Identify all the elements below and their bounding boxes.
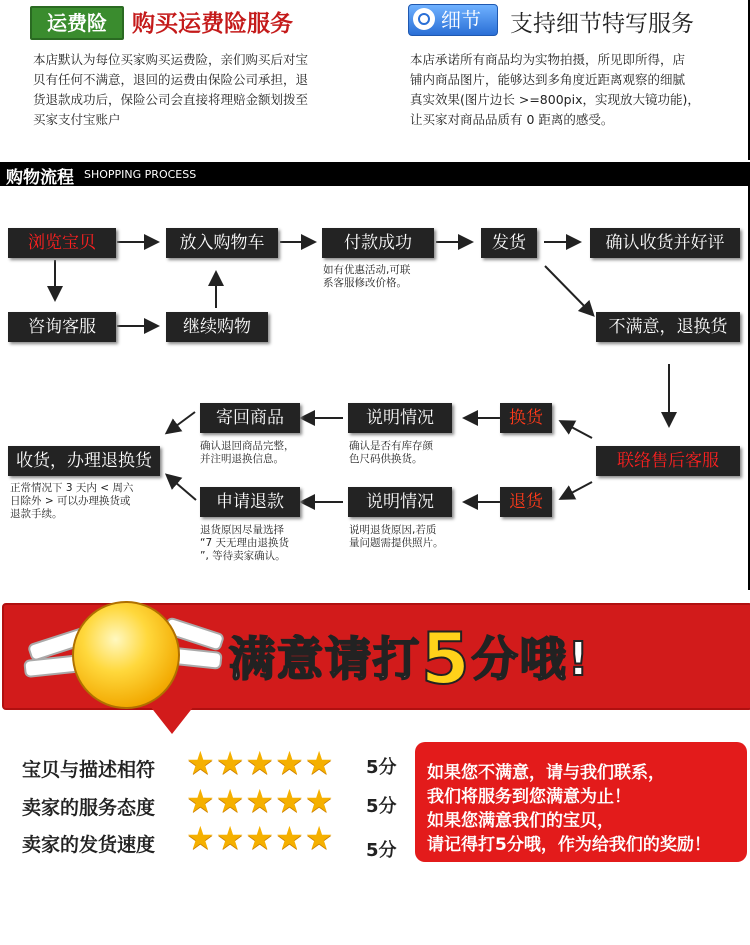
detail-badge [408, 4, 498, 36]
note-sendback [200, 440, 295, 466]
banner-pointer [150, 706, 194, 734]
rating-label: 卖家的发货速度 [22, 834, 156, 856]
rating-stars: ★★★★★ [186, 819, 335, 857]
banner-five: 5 [421, 618, 472, 700]
step-sendback: 寄回商品 [200, 403, 300, 433]
step-browse: 浏览宝贝 [8, 228, 116, 258]
detail-title: 支持细节特写服务 [510, 11, 694, 37]
banner-text-after: 分哦! [471, 632, 591, 686]
note-line: “7 天无理由退换货 [200, 537, 289, 549]
note-paid [323, 264, 410, 290]
message-line: 我们将服务到您满意为止！ [427, 787, 631, 807]
message-line: 如果您满意我们的宝贝， [427, 811, 614, 831]
note-line: ”, 等待卖家确认。 [200, 550, 286, 562]
note-explain1 [349, 440, 433, 466]
step-cart: 放入购物车 [166, 228, 278, 258]
insurance-line: 买家支付宝账户 [33, 112, 121, 127]
rating-label: 卖家的服务态度 [22, 797, 156, 819]
note-line: 如有优惠活动,可联 [323, 264, 411, 276]
process-header [0, 162, 750, 186]
message-line: 请记得打5分哦，作为给我们的奖励！ [427, 835, 711, 855]
note-apply [200, 524, 289, 563]
banner-text [229, 618, 591, 700]
insurance-title: 购买运费险服务 [132, 11, 293, 37]
message-line: 如果您不满意，请与我们联系， [427, 763, 665, 783]
smiley-icon [72, 601, 180, 709]
note-line: 退款手续。 [10, 508, 63, 520]
step-consult: 咨询客服 [8, 312, 116, 342]
insurance-line: 货退款成功后，保险公司会直接将理赔金额划拨至 [33, 92, 309, 107]
step-explain1: 说明情况 [348, 403, 452, 433]
rating-score: 5分 [366, 796, 397, 817]
detail-line: 让买家对商品品质有 0 距离的感受。 [410, 112, 614, 127]
note-line: 色尺码供换货。 [349, 453, 423, 465]
step-receive: 收货，办理退换货 [8, 446, 160, 476]
note-receive [10, 482, 133, 521]
note-line: 量问题需提供照片。 [349, 537, 444, 549]
note-line: 退货原因尽量选择 [200, 524, 284, 536]
rating-stars: ★★★★★ [186, 782, 335, 820]
rating-score: 5分 [366, 840, 397, 861]
magnifier-icon [413, 8, 435, 30]
rating-stars: ★★★★★ [186, 744, 335, 782]
note-explain2 [349, 524, 444, 550]
step-refund: 退货 [500, 487, 552, 517]
note-line: 日除外 > 可以办理换货或 [10, 495, 131, 507]
process-title: 购物流程 [6, 168, 74, 188]
banner-text-before: 满意请打 [229, 632, 421, 686]
step-ship: 发货 [481, 228, 537, 258]
step-exchange: 换货 [500, 403, 552, 433]
insurance-line: 贝有任何不满意，退回的运费由保险公司承担，退 [33, 72, 309, 87]
step-continue: 继续购物 [166, 312, 268, 342]
detail-line: 本店承诺所有商品均为实物拍摄，所见即所得，店 [410, 52, 686, 67]
detail-text [410, 50, 700, 130]
detail-line: 铺内商品图片，能够达到多角度近距离观察的细腻 [410, 72, 686, 87]
insurance-line: 本店默认为每位买家购买运费险，亲们购买后对宝 [33, 52, 309, 67]
note-line: 说明退货原因,若质 [349, 524, 437, 536]
rating-label: 宝贝与描述相符 [22, 759, 156, 781]
rating-banner [2, 603, 750, 710]
note-line: 并注明退换信息。 [200, 453, 284, 465]
insurance-text [33, 50, 308, 130]
step-unsatisfied: 不满意，退换货 [596, 312, 740, 342]
step-explain2: 说明情况 [348, 487, 452, 517]
step-apply: 申请退款 [200, 487, 300, 517]
note-line: 确认退回商品完整， [200, 440, 295, 452]
message-box [415, 742, 747, 862]
step-confirm: 确认收货并好评 [590, 228, 740, 258]
rating-score: 5分 [366, 757, 397, 778]
detail-badge-label: 细节 [441, 8, 481, 32]
note-line: 正常情况下 3 天内 < 周六 [10, 482, 134, 494]
process-subtitle: SHOPPING PROCESS [84, 168, 197, 181]
step-contact: 联络售后客服 [596, 446, 740, 476]
insurance-badge: 运费险 [30, 6, 124, 40]
detail-line: 真实效果(图片边长 >=800pix，实现放大镜功能)， [410, 92, 700, 107]
step-paid: 付款成功 [322, 228, 434, 258]
note-line: 系客服修改价格。 [323, 277, 407, 289]
note-line: 确认是否有库存颜 [349, 440, 433, 452]
